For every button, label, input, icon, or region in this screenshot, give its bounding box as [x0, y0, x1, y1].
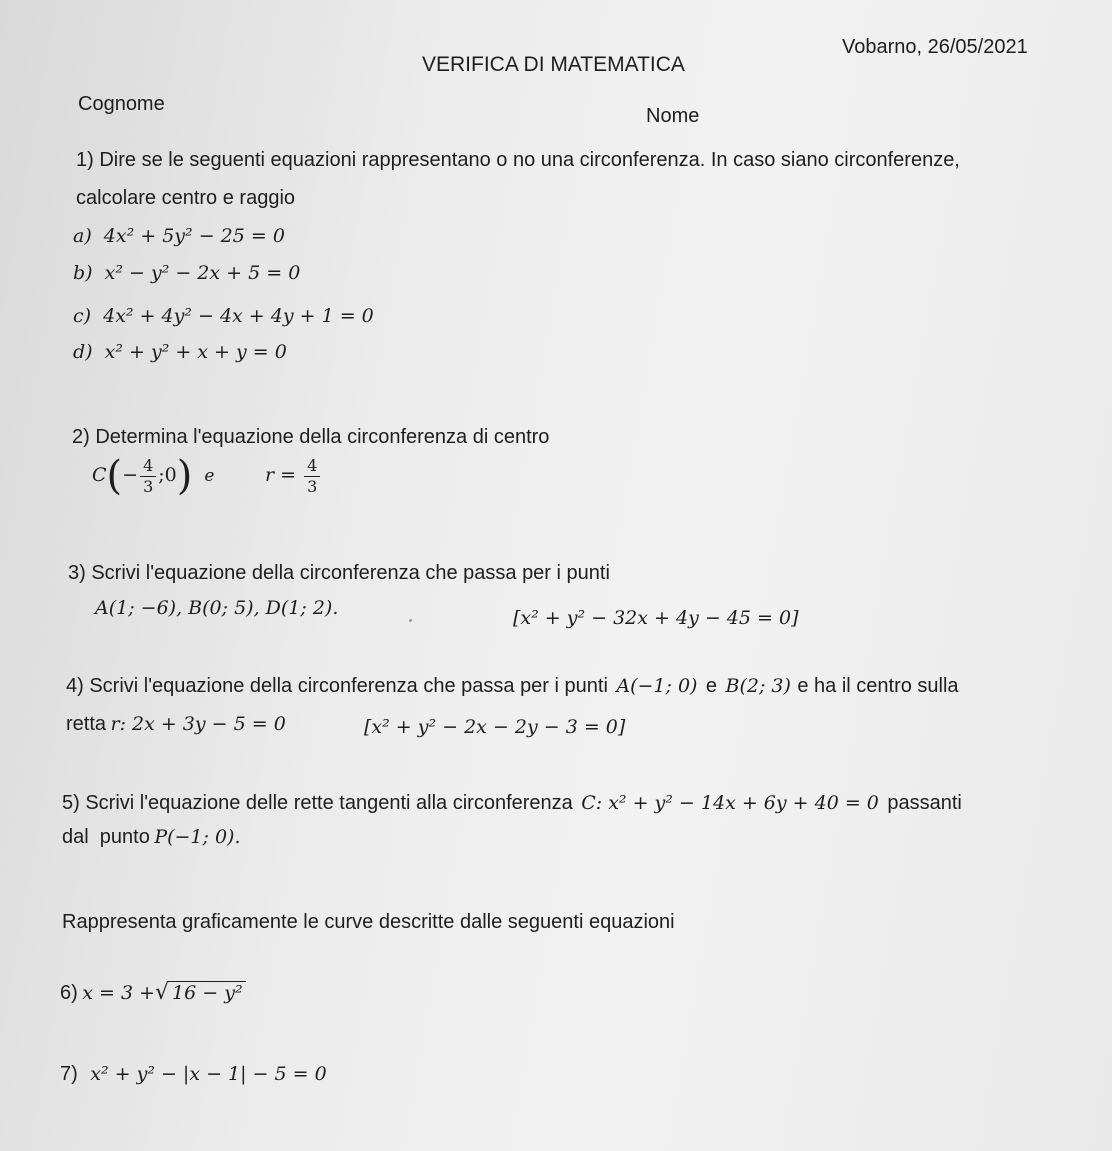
q7-equation: x² + y² − |x − 1| − 5 = 0 — [90, 1063, 327, 1085]
q7-label: 7) — [60, 1063, 78, 1085]
q2-close-paren: ) — [176, 453, 193, 499]
q4-answer: [x² + y² − 2x − 2y − 3 = 0] — [364, 716, 626, 738]
q3-points: A(1; −6), B(0; 5), D(1; 2). — [95, 597, 339, 619]
sqrt-symbol: √ — [155, 980, 170, 1005]
q5-line2 — [62, 826, 241, 849]
q2-text: 2) Determina l'equazione della circonferenza di centro — [72, 426, 550, 448]
q5-text-b: passanti — [887, 792, 962, 814]
q2-radius-name: r — [265, 464, 275, 486]
q1-item-b-equation: x² − y² − 2x + 5 = 0 — [104, 262, 301, 284]
q4-text-b: e ha il centro sulla — [797, 675, 959, 697]
q1-item-b — [73, 262, 300, 284]
q1-item-d-equation: x² + y² + x + y = 0 — [104, 341, 287, 363]
q1-item-c-equation: 4x² + 4y² − 4x + 4y + 1 = 0 — [103, 305, 374, 327]
q1-item-a-equation: 4x² + 5y² − 25 = 0 — [103, 225, 285, 247]
q2-center-x-sign: − — [122, 464, 139, 486]
q5-point: P(−1; 0). — [154, 826, 241, 848]
q2-center-x-numerator: 4 — [140, 456, 156, 477]
q2-center: C(− $\frac{4}{3}$ ;0) e — [92, 453, 215, 499]
q6-label: 6) — [60, 982, 78, 1004]
q5-circle-equation: C: x² + y² − 14x + 6y + 40 = 0 — [581, 792, 879, 814]
q4-line2 — [66, 713, 286, 736]
q5-text-a: 5) Scrivi l'equazione delle rette tangenti alla circonferenza — [62, 792, 573, 814]
surname-label: Cognome — [78, 93, 165, 115]
place-date: Vobarno, 26/05/2021 — [842, 36, 1028, 58]
q5-line1 — [62, 792, 962, 815]
graph-intro: Rappresenta graficamente le curve descritte dalle seguenti equazioni — [62, 911, 675, 933]
q4-line1 — [66, 675, 959, 698]
q2-conjunction: e — [204, 466, 215, 486]
q2-radius-denominator: 3 — [307, 476, 318, 496]
q6-radicand: 16 − y² — [169, 981, 246, 1003]
q1-item-c — [73, 305, 374, 327]
q1-text-line1: 1) Dire se le seguenti equazioni rappresentano o no una circonferenza. In caso siano circonferenze, — [76, 149, 960, 171]
q2-center-y: 0 — [164, 464, 177, 486]
q2-radius-numerator: 4 — [304, 456, 320, 477]
q1-item-a — [73, 225, 285, 247]
q1-text-line2: calcolare centro e raggio — [76, 187, 296, 209]
q4-retta-label: retta — [66, 713, 107, 735]
q2-radius-fraction — [304, 456, 320, 497]
q5-text-c: dal punto — [62, 826, 150, 848]
q2-open-paren: ( — [106, 453, 123, 499]
q2-center-x-denominator: 3 — [143, 476, 154, 496]
q1-item-b-label: b) — [73, 262, 93, 284]
q4-text-a: 4) Scrivi l'equazione della circonferenza che passa per i punti — [66, 675, 608, 697]
q7 — [60, 1063, 327, 1086]
q1-item-a-label: a) — [73, 225, 92, 247]
name-label: Nome — [646, 105, 700, 127]
q6 — [60, 980, 246, 1005]
q4-point-b: B(2; 3) — [725, 675, 791, 697]
q2-center-x-fraction — [140, 456, 156, 497]
paper-speck — [409, 619, 412, 622]
q4-retta-equation: r: 2x + 3y − 5 = 0 — [110, 713, 286, 735]
q4-point-a: A(−1; 0) — [616, 675, 698, 697]
q2-center-name: C — [92, 464, 107, 486]
q1-item-d — [73, 341, 287, 363]
q1-item-c-label: c) — [73, 305, 92, 327]
q6-equation-left: x = 3 + — [82, 982, 156, 1004]
q1-item-d-label: d) — [73, 341, 93, 363]
q2-radius: r = $\frac{4}{3}$ — [265, 450, 322, 500]
q3-text: 3) Scrivi l'equazione della circonferenza che passa per i punti — [68, 562, 610, 584]
page-title: VERIFICA DI MATEMATICA — [422, 53, 685, 76]
q4-conjunction: e — [705, 675, 718, 697]
q3-answer: [x² + y² − 32x + 4y − 45 = 0] — [513, 607, 799, 629]
